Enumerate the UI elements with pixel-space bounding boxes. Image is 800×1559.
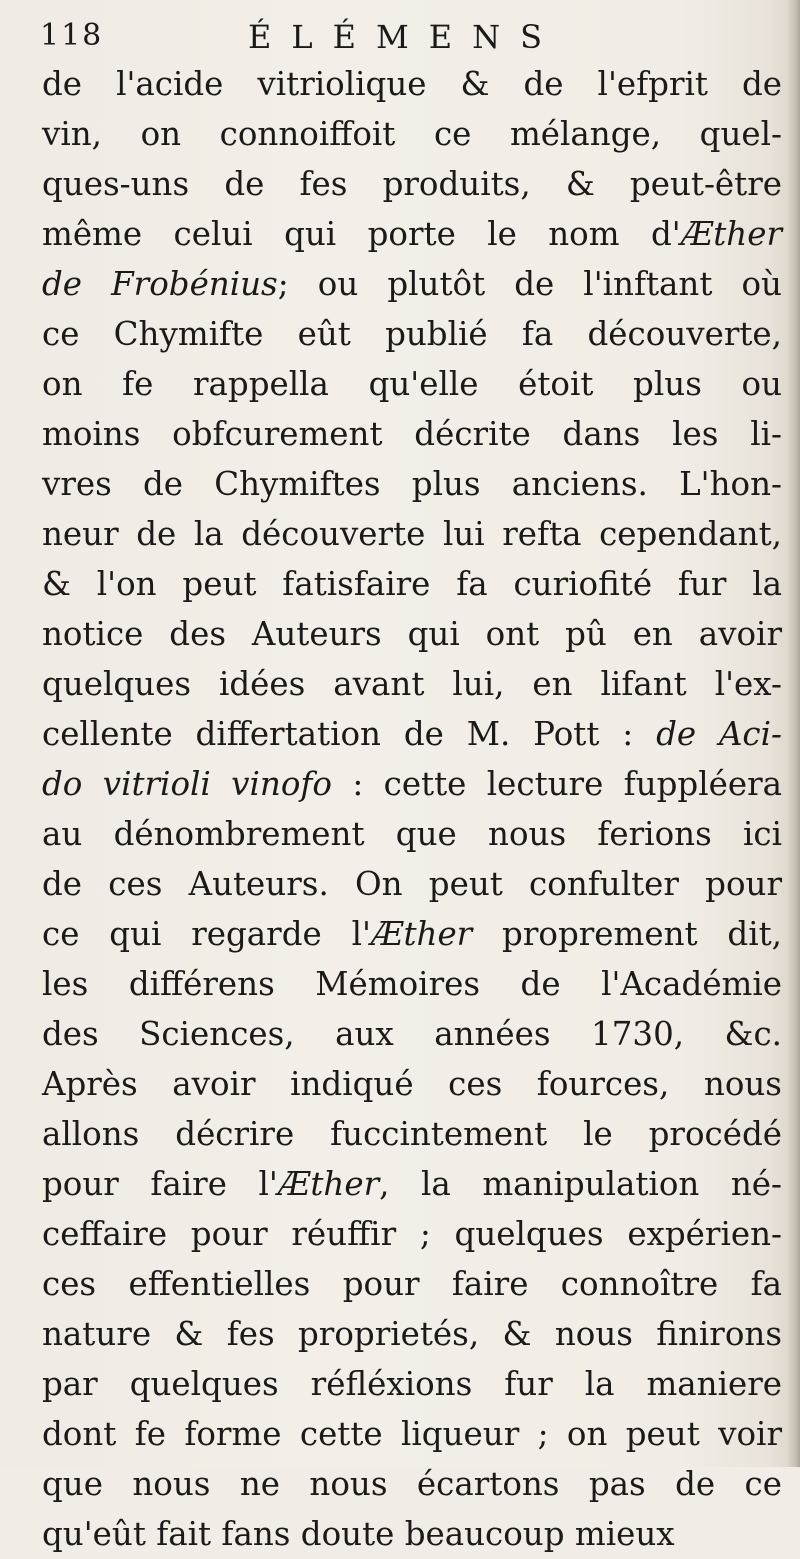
running-head: ÉLÉMENS: [248, 18, 563, 56]
text-line: [42, 709, 782, 759]
text-segment: par quelques réfléxions fur la maniere: [42, 1365, 782, 1403]
text-segment: même celui qui porte le nom d': [42, 215, 681, 253]
body-text: [42, 59, 782, 1559]
text-segment: pour faire l': [42, 1165, 278, 1203]
text-line: [42, 1409, 782, 1459]
text-line: [42, 1159, 782, 1209]
text-line: [42, 159, 782, 209]
text-segment: , la manipulation né-: [379, 1165, 783, 1203]
text-line: [42, 1109, 782, 1159]
text-line: [42, 1309, 782, 1359]
page-edge-shadow: [786, 0, 800, 1467]
text-segment: vres de Chymiftes plus anciens. L'hon-: [42, 465, 782, 503]
text-segment: proprement dit,: [472, 915, 782, 953]
text-segment: vin, on connoiffoit ce mélange, quel-: [42, 115, 782, 153]
text-segment: ceffaire pour réuffir ; quelques expérien-: [42, 1215, 782, 1253]
page-header: [40, 14, 780, 58]
page-number: 118: [40, 18, 104, 53]
text-line: [42, 759, 782, 809]
text-segment: ce qui regarde l': [42, 915, 371, 953]
italic-text: Æther: [277, 1165, 380, 1203]
text-segment: que nous ne nous écartons pas de ce: [42, 1465, 782, 1503]
text-line: [42, 909, 782, 959]
text-segment: au dénombrement que nous ferions ici: [42, 815, 782, 853]
text-segment: allons décrire fuccintement le procédé: [42, 1115, 782, 1153]
text-line: [42, 1259, 782, 1309]
text-line: [42, 59, 782, 109]
text-line: [42, 1509, 782, 1559]
text-segment: les différens Mémoires de l'Académie: [42, 965, 782, 1003]
text-segment: nature & fes proprietés, & nous finirons: [42, 1315, 782, 1353]
text-segment: de l'acide vitriolique & de l'efprit de: [42, 65, 782, 103]
text-line: [42, 609, 782, 659]
text-line: [42, 109, 782, 159]
text-segment: on fe rappella qu'elle étoit plus ou: [42, 365, 782, 403]
text-line: [42, 1059, 782, 1109]
text-line: [42, 459, 782, 509]
text-line: [42, 559, 782, 609]
text-segment: : cette lecture fuppléera: [332, 765, 783, 803]
text-segment: ; ou plutôt de l'inftant où: [277, 265, 782, 303]
italic-text: de Aci-: [656, 715, 782, 753]
text-line: [42, 1209, 782, 1259]
text-line: [42, 659, 782, 709]
italic-text: Æther: [370, 915, 473, 953]
text-segment: de ces Auteurs. On peut confulter pour: [42, 865, 782, 903]
text-segment: quelques idées avant lui, en lifant l'ex-: [42, 665, 782, 703]
text-line: [42, 209, 782, 259]
text-segment: moins obfcurement décrite dans les li-: [42, 415, 782, 453]
text-line: [42, 409, 782, 459]
text-line: [42, 1009, 782, 1059]
italic-text: Æther: [680, 215, 782, 253]
text-segment: ce Chymifte eût publié fa découverte,: [42, 315, 782, 353]
text-segment: & l'on peut fatisfaire fa curiofité fur la: [42, 565, 782, 603]
text-segment: cellente differtation de M. Pott :: [42, 715, 657, 753]
text-segment: ces effentielles pour faire connoître fa: [42, 1265, 782, 1303]
italic-text: do vitrioli vinofo: [42, 765, 332, 803]
text-line: [42, 859, 782, 909]
text-line: [42, 259, 782, 309]
italic-text: de Frobénius: [42, 265, 278, 303]
text-segment: Après avoir indiqué ces fources, nous: [42, 1065, 782, 1103]
text-line: [42, 809, 782, 859]
text-segment: qu'eût fait fans doute beaucoup mieux: [42, 1515, 675, 1553]
text-line: [42, 1359, 782, 1409]
text-segment: des Sciences, aux années 1730, &c.: [42, 1015, 782, 1053]
text-segment: neur de la découverte lui refta cependant,: [42, 515, 782, 553]
text-line: [42, 309, 782, 359]
text-line: [42, 359, 782, 409]
text-line: [42, 959, 782, 1009]
text-segment: dont fe forme cette liqueur ; on peut voir: [42, 1415, 782, 1453]
text-segment: ques-uns de fes produits, & peut-être: [42, 165, 782, 203]
text-line: [42, 509, 782, 559]
text-segment: notice des Auteurs qui ont pû en avoir: [42, 615, 782, 653]
